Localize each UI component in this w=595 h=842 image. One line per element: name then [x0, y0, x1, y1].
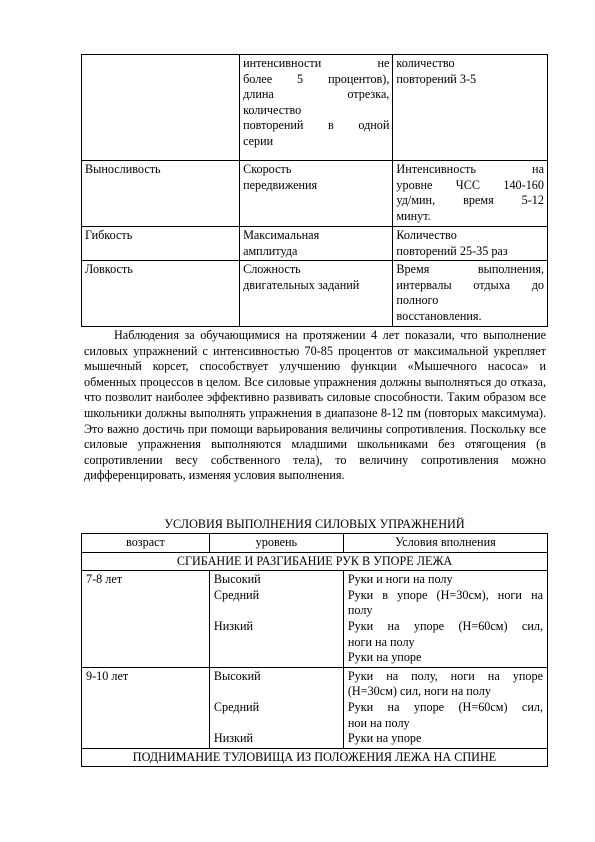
condition-line: ноги на полу [347, 634, 415, 649]
table-row [82, 261, 548, 327]
table-header-row [82, 534, 548, 553]
cell-line: минут. [396, 208, 431, 223]
conditions-cell [343, 667, 547, 748]
body-paragraph [84, 328, 546, 484]
age-cell: 9-10 лет [82, 667, 210, 748]
table-row [82, 571, 548, 668]
condition-line: Руки и ноги на полу [347, 572, 453, 587]
cell-line: интервалы отдыха до [396, 277, 544, 292]
cell-line: уровне ЧСС 140-160 [396, 177, 544, 192]
table-cell [393, 227, 548, 261]
table-row [82, 55, 548, 161]
cell-line: повторений 25-35 раз [396, 243, 508, 258]
condition-line: Руки на упоре (Н=60см) сил, [347, 618, 543, 633]
table-row [82, 667, 548, 748]
table-cell [393, 55, 548, 161]
cell-line: более 5 процентов), [243, 71, 390, 86]
table-cell [82, 55, 240, 161]
condition-line: нои на полу [347, 715, 410, 730]
condition-line: Руки на упоре [347, 731, 422, 746]
table-title: УСЛОВИЯ ВЫПОЛНЕНИЯ СИЛОВЫХ УПРАЖНЕНИЙ [164, 517, 465, 531]
cell-line: Время выполнения, [396, 262, 544, 277]
paragraph-text: Наблюдения за обучающимися на протяжении 4 лет показали, что выполнение силовых упражнений с интенсивностью 70-85 процентов от максимальной укрепляет мышечный корсет, способствует улучшению функции «Мышечного насоса» и обменных процессов в целом. Все силовые упражнения должны выполняться до отказа, что позволит наиболее эффективно развивать силовые способности. Таким образом все школьники должны выполнять упражнения в диапазоне 8-12 пм (повторых максимума). Это важно достичь при помощи варьирования величины сопротивления. Поскольку все силовые упражнения выполняются младшими школьниками без отягощения (в сопротивлении весу собственного тела), то величину сопротивления можно дифференцировать, изменяя условия выполнения. [84, 328, 546, 483]
level-label: Высокий [213, 572, 261, 587]
cell-line: передвижения [243, 177, 318, 192]
qualities-table [81, 54, 548, 327]
condition-line: (Н=30см) сил, ноги на полу [347, 684, 491, 699]
condition-line: Руки на полу, ноги на упоре [347, 668, 543, 683]
conditions-cell [343, 571, 547, 668]
cell-line: Интенсивность на [396, 162, 544, 176]
cell-line: Сложность [243, 262, 301, 277]
cell-line: уд/мин, время 5-12 [396, 193, 544, 208]
cell-line: длина отрезка, [243, 87, 390, 102]
cell-line: Скорость [243, 162, 292, 176]
table-cell [240, 55, 393, 161]
column-header-level: уровень [209, 534, 343, 553]
quality-name: Выносливость [82, 161, 240, 227]
quality-name: Гибкость [82, 227, 240, 261]
section-title: ПОДНИМАНИЕ ТУЛОВИЩА ИЗ ПОЛОЖЕНИЯ ЛЕЖА НА СПИНЕ [82, 748, 548, 767]
section-row [82, 552, 548, 571]
condition-line: Руки на упоре [347, 650, 422, 665]
table-cell [393, 261, 548, 327]
table-cell [393, 161, 548, 227]
cell-line: количество [396, 56, 455, 70]
cell-line: Количество [396, 228, 457, 242]
cell-line: двигательных заданий [243, 277, 360, 292]
level-label: Средний [213, 587, 260, 602]
cell-line: интенсивности не [243, 56, 390, 70]
cell-line: повторений в одной [243, 118, 390, 133]
table-row [82, 161, 548, 227]
column-header-age: возраст [82, 534, 210, 553]
column-header-conditions: Условия вполнения [343, 534, 547, 553]
section-row [82, 748, 548, 767]
cell-line: серии [243, 133, 274, 148]
cell-line: количество [243, 102, 302, 117]
condition-line: Руки на упоре (Н=60см) сил, [347, 699, 543, 714]
quality-name: Ловкость [82, 261, 240, 327]
level-label: Низкий [213, 618, 254, 633]
cell-line: Максимальная [243, 228, 320, 242]
levels-cell [209, 571, 343, 668]
age-cell: 7-8 лет [82, 571, 210, 668]
table-cell [240, 227, 393, 261]
table-row [82, 227, 548, 261]
cell-line: повторений 3-5 [396, 71, 477, 86]
table-cell [240, 261, 393, 327]
levels-cell [209, 667, 343, 748]
level-label: Средний [213, 699, 260, 714]
cell-line: амплитуда [243, 243, 298, 258]
condition-line: полу [347, 603, 373, 618]
section-title: СГИБАНИЕ И РАЗГИБАНИЕ РУК В УПОРЕ ЛЕЖА [82, 552, 548, 571]
conditions-table [81, 533, 548, 767]
condition-line: Руки в упоре (Н=30см), ноги на [347, 587, 543, 602]
cell-line: полного [396, 293, 439, 308]
table-cell [240, 161, 393, 227]
level-label: Низкий [213, 731, 254, 746]
level-label: Высокий [213, 668, 261, 683]
cell-line: восстановления. [396, 308, 482, 323]
